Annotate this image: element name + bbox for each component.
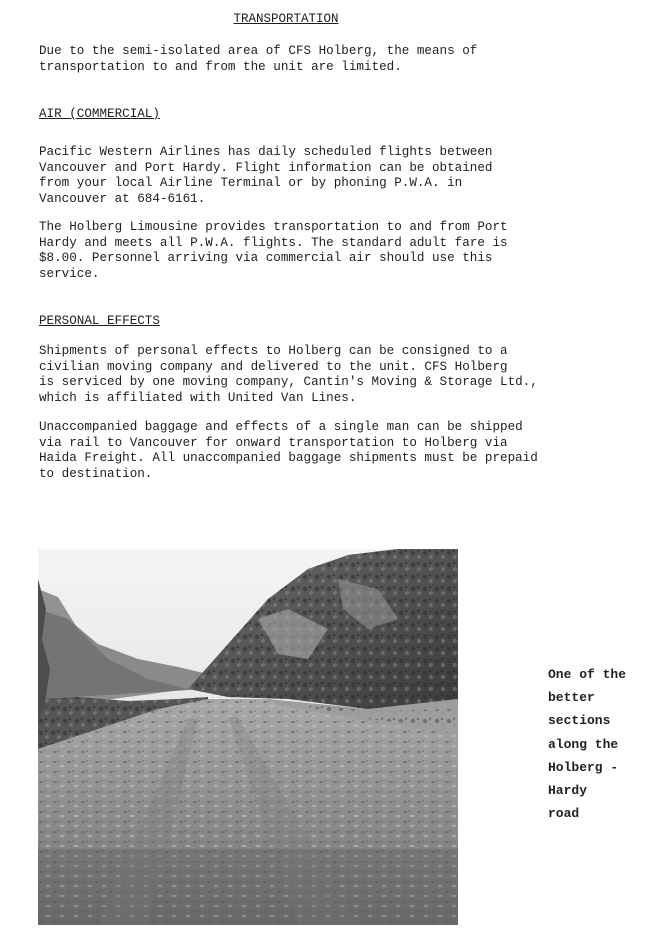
road-photo <box>38 549 458 925</box>
personal-effects-paragraph-moving: Shipments of personal effects to Holberg can be consigned to a civilian moving company and delivered to the unit. CFS Holberg is serviced by one moving company, Cantin's Moving & Storage Ltd., which is affiliated with United Van Lines. <box>39 344 538 405</box>
photo-caption: One of the better sections along the Holberg - Hardy road <box>548 667 627 822</box>
air-paragraph-limousine: The Holberg Limousine provides transportation to and from Port Hardy and meets all P.W.A. flights. The standard adult fare is $8.00. Personnel arriving via commercial air should use this service. <box>39 220 508 281</box>
section-heading-air: AIR (COMMERCIAL) <box>39 107 160 121</box>
intro-paragraph: Due to the semi-isolated area of CFS Holberg, the means of transportation to and from the unit are limited. <box>39 44 478 74</box>
page-title: TRANSPORTATION <box>233 12 339 26</box>
air-paragraph-flights: Pacific Western Airlines has daily scheduled flights between Vancouver and Port Hardy. Flight information can be obtained from your local Airline Terminal or by phoning P.W.A. in Vancouver at 684-6161. <box>39 145 493 206</box>
road-photo-drawing <box>38 549 458 925</box>
personal-effects-paragraph-baggage: Unaccompanied baggage and effects of a single man can be shipped via rail to Vancouver for onward transportation to Holberg via Haida Freight. All unaccompanied baggage shipments must be prepaid to destination. <box>39 420 538 481</box>
section-heading-personal-effects: PERSONAL EFFECTS <box>39 314 160 328</box>
